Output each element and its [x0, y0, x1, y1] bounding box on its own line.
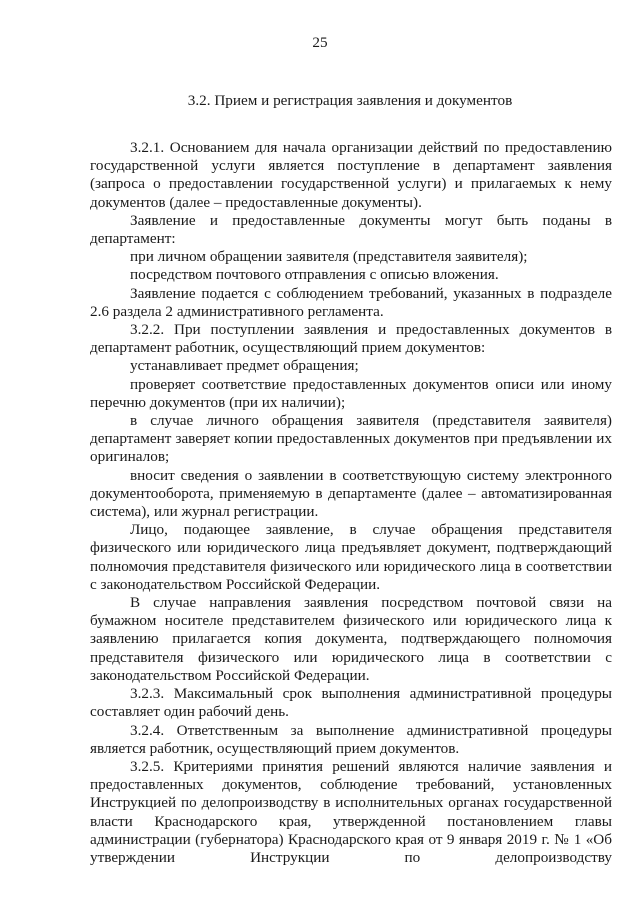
paragraph-3-2-4: 3.2.4. Ответственным за выполнение административной процедуры является работник, осуществляющий прием документов.: [90, 721, 612, 757]
list-item-register: вносит сведения о заявлении в соответствующую систему электронного документооборота, применяемую в департаменте (далее – автоматизированная система), или журнал регистрации.: [90, 466, 612, 521]
paragraph-3-2-5: 3.2.5. Критериями принятия решений являются наличие заявления и предоставленных документов, соблюдение требований, установленных Инструкцией по делопроизводству в исполнительных органах государственной власти Краснодарского края, утвержденной постановлением главы администрации (губернатора) Краснодарского края от 9 января 2019 г. № 1 «Об утверждении Инструкции по делопроизводству: [90, 757, 612, 866]
page-number: 25: [312, 34, 328, 51]
paragraph-3-2-2: 3.2.2. При поступлении заявления и предоставленных документов в департамент работник, осуществляющий прием документов:: [90, 321, 612, 357]
body-text: [90, 139, 612, 867]
paragraph-3-2-1: 3.2.1. Основанием для начала организации действий по предоставлению государственной услуги является поступление в департамент заявления (запроса о предоставлении государственной услуги) и прилагаемых к нему документов (далее – предоставленные документы).: [90, 139, 612, 211]
paragraph-3-2-3: 3.2.3. Максимальный срок выполнения административной процедуры составляет один рабочий день.: [90, 685, 612, 721]
paragraph-representative-id: Лицо, подающее заявление, в случае обращения представителя физического или юридического лица предъявляет документ, подтверждающий полномочия представителя физического или юридического лица в соответствии с законодательством Российской Федерации.: [90, 521, 612, 593]
section-heading: 3.2. Прием и регистрация заявления и документов: [187, 92, 513, 109]
list-item-certify-copies: в случае личного обращения заявителя (представителя заявителя) департамент заверяет копии предоставленных документов при предъявлении их оригиналов;: [90, 412, 612, 466]
list-item-subject: устанавливает предмет обращения;: [130, 357, 359, 375]
paragraph-postal-representative: В случае направления заявления посредством почтовой связи на бумажном носителе представителем физического или юридического лица к заявлению прилагается копия документа, подтверждающего полномочия представителя физического или юридического лица в соответствии с законодательством Российской Федерации.: [90, 594, 612, 684]
paragraph-submission-ways: Заявление и предоставленные документы могут быть поданы в департамент:: [90, 211, 612, 248]
list-item-postal-delivery: посредством почтового отправления с описью вложения.: [130, 266, 499, 284]
list-item-check-inventory: проверяет соответствие предоставленных документов описи или иному перечню документов (при их наличии);: [90, 375, 612, 411]
paragraph-requirements: Заявление подается с соблюдением требований, указанных в подразделе 2.6 раздела 2 административного регламента.: [90, 284, 612, 320]
list-item-personal-visit: при личном обращении заявителя (представителя заявителя);: [130, 248, 528, 266]
